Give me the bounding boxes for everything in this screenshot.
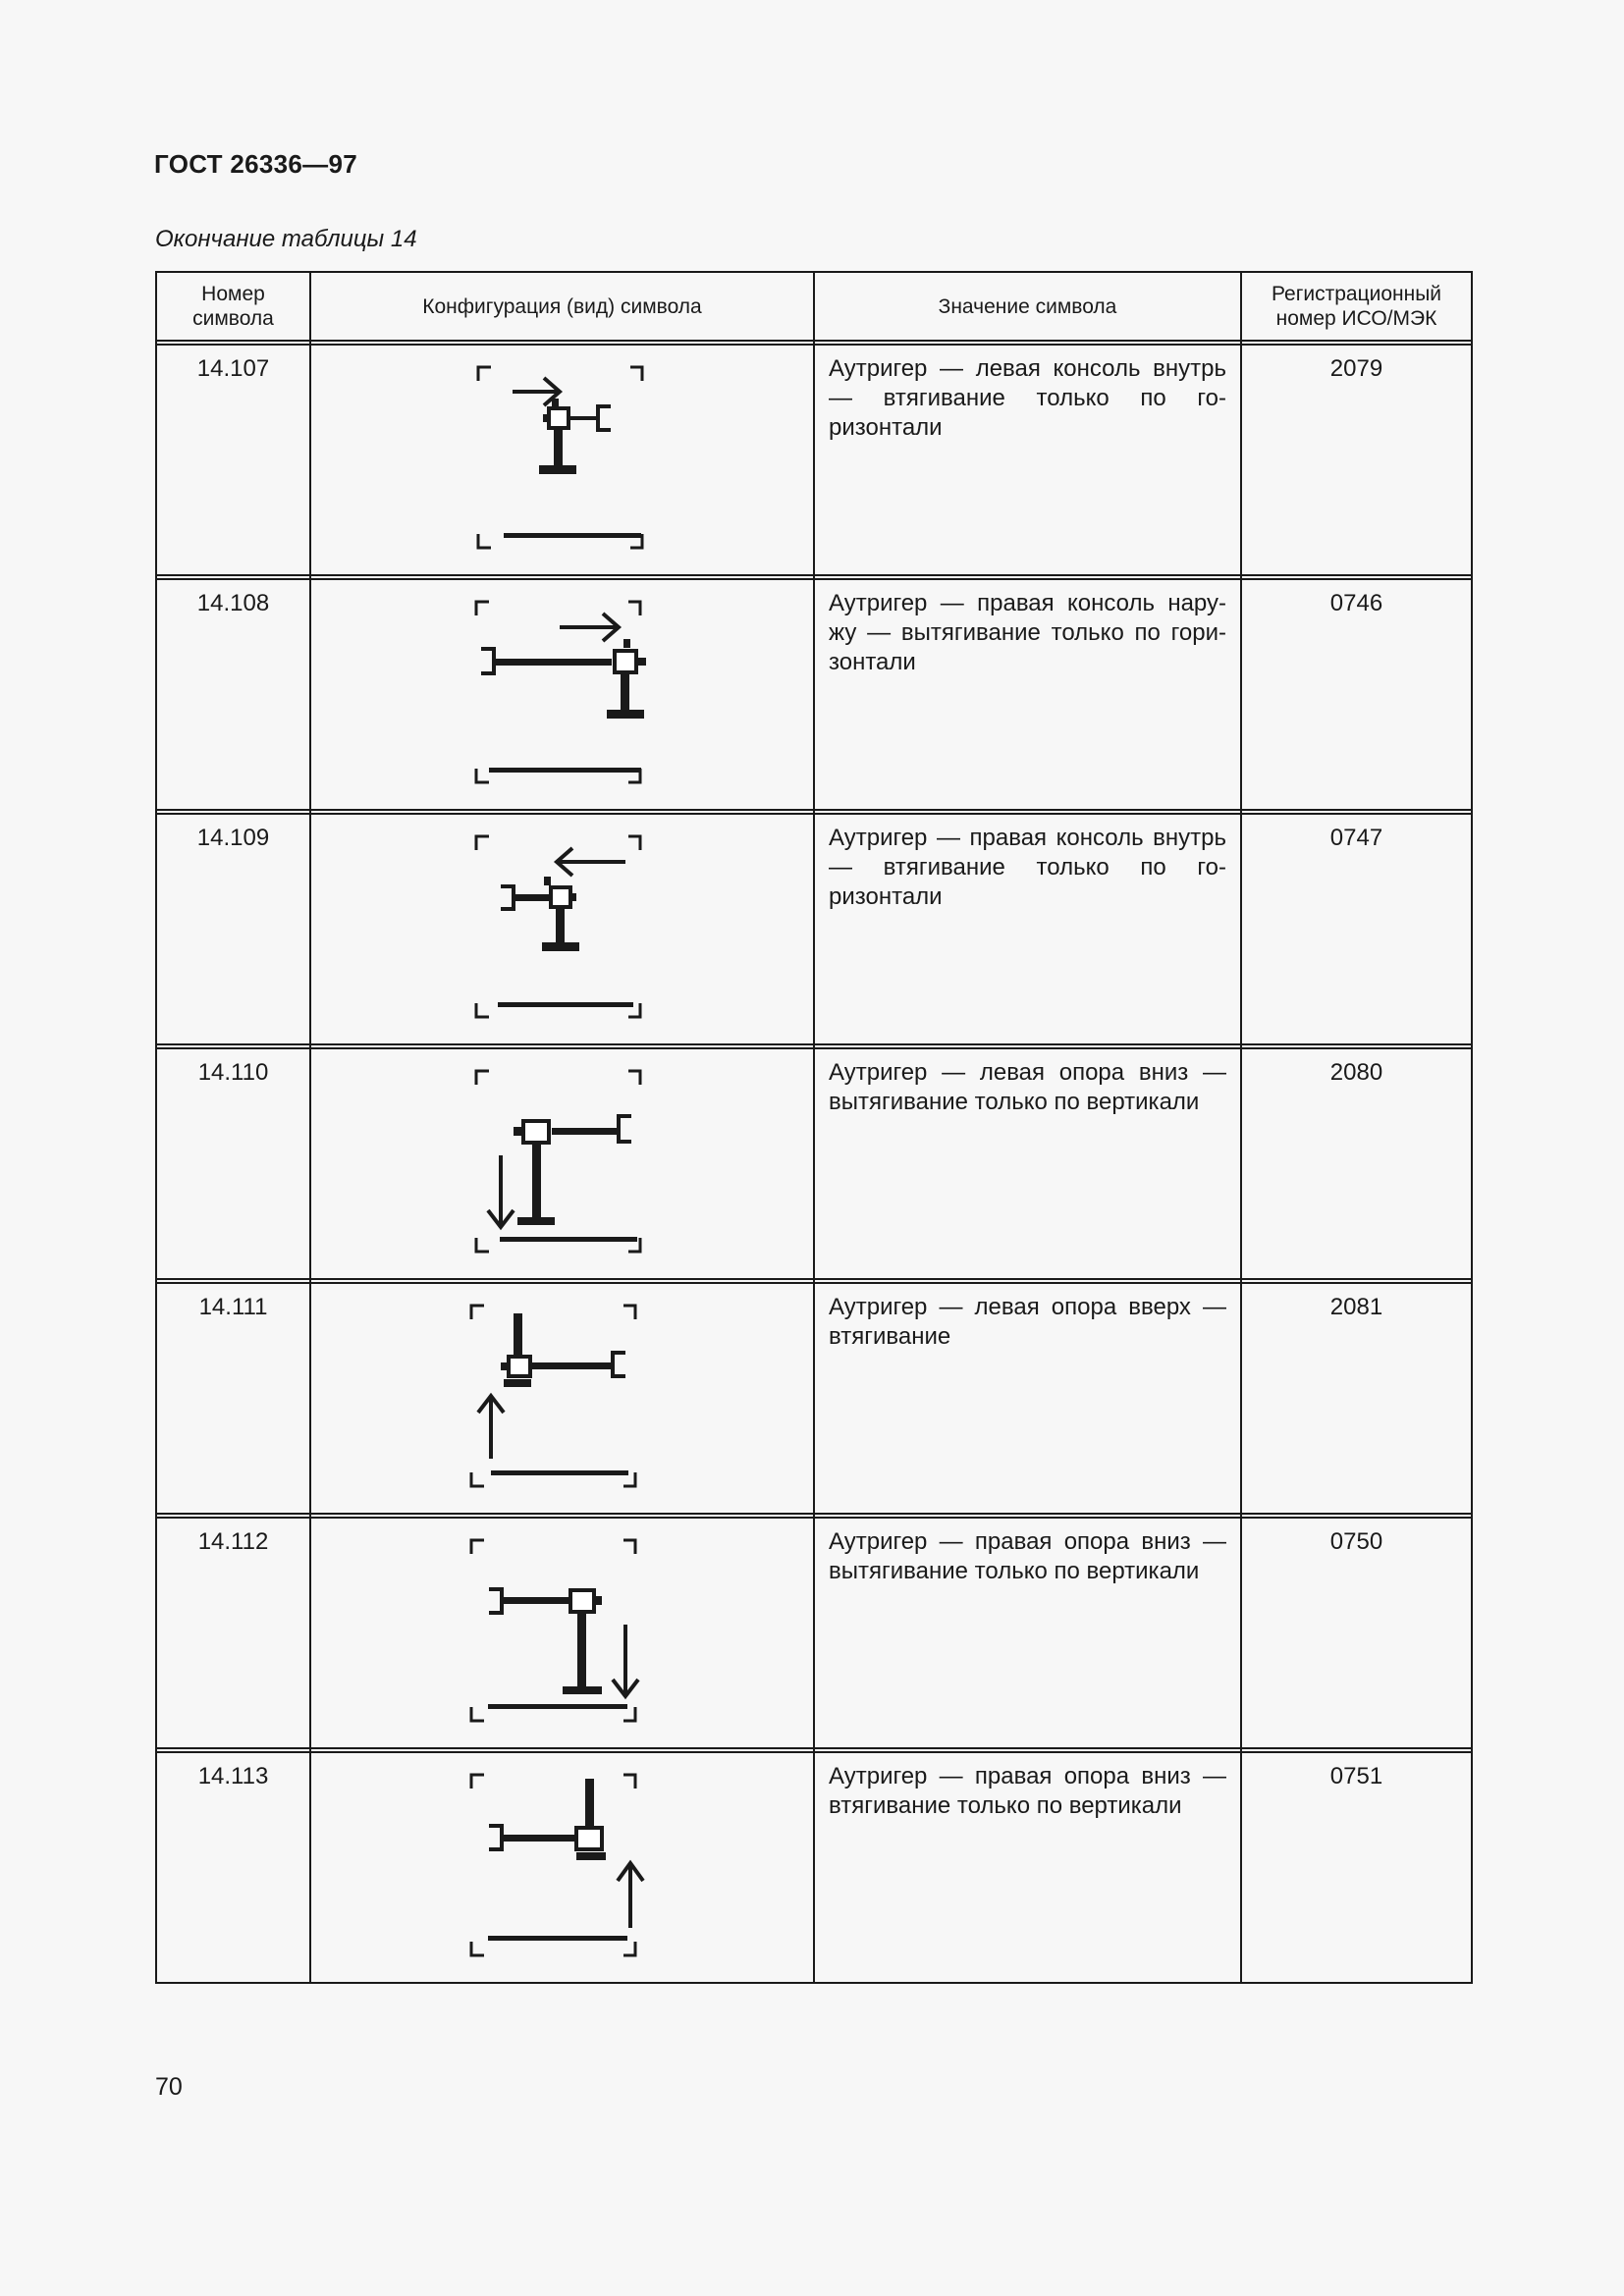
symbol-cell [310, 1283, 814, 1514]
symbol-cell [310, 1048, 814, 1279]
symbol-meaning: Аутригер — правая консоль нару-жу — вытягивание только по гори-зонтали [814, 579, 1241, 810]
table-header-row [156, 272, 1472, 341]
symbol-cell [310, 1518, 814, 1748]
table-row [156, 345, 1472, 575]
outrigger-left-beam-in-icon [311, 346, 813, 563]
outrigger-right-beam-in-icon [311, 815, 813, 1033]
outrigger-left-jack-down-icon [311, 1049, 813, 1267]
symbol-meaning: Аутригер — левая консоль внутрь — втягивание только по го-ризонтали [814, 345, 1241, 575]
registration-number: 0746 [1241, 579, 1472, 810]
registration-number: 2080 [1241, 1048, 1472, 1279]
symbol-number: 14.109 [156, 814, 310, 1044]
registration-number: 0750 [1241, 1518, 1472, 1748]
registration-number: 0747 [1241, 814, 1472, 1044]
symbol-meaning: Аутригер — правая консоль внутрь — втягивание только по го-ризонтали [814, 814, 1241, 1044]
header-meaning: Значение символа [814, 272, 1241, 341]
table-row [156, 1518, 1472, 1748]
table-row [156, 579, 1472, 810]
symbol-number: 14.112 [156, 1518, 310, 1748]
registration-number: 2081 [1241, 1283, 1472, 1514]
symbol-meaning: Аутригер — левая опора вниз — вытягивание только по вертикали [814, 1048, 1241, 1279]
table-row [156, 1048, 1472, 1279]
table-caption: Окончание таблицы 14 [155, 226, 417, 252]
symbol-table [155, 271, 1473, 1984]
table-row [156, 814, 1472, 1044]
symbol-meaning: Аутригер — левая опора вверх — втягивание [814, 1283, 1241, 1514]
symbol-number: 14.111 [156, 1283, 310, 1514]
symbol-cell [310, 1752, 814, 1983]
table-row [156, 1283, 1472, 1514]
registration-number: 0751 [1241, 1752, 1472, 1983]
header-number: Номер символа [156, 272, 310, 341]
table-row [156, 1752, 1472, 1983]
symbol-meaning: Аутригер — правая опора вниз — втягивание только по вертикали [814, 1752, 1241, 1983]
symbol-number: 14.108 [156, 579, 310, 810]
symbol-number: 14.110 [156, 1048, 310, 1279]
page-number: 70 [155, 2073, 183, 2101]
symbol-number: 14.113 [156, 1752, 310, 1983]
document-header: ГОСТ 26336—97 [154, 149, 357, 179]
outrigger-right-beam-out-icon [311, 580, 813, 798]
symbol-cell [310, 814, 814, 1044]
symbol-number: 14.107 [156, 345, 310, 575]
symbol-meaning: Аутригер — правая опора вниз — вытягивание только по вертикали [814, 1518, 1241, 1748]
outrigger-right-jack-down-icon [311, 1519, 813, 1736]
outrigger-left-jack-up-icon [311, 1284, 813, 1502]
outrigger-right-jack-up-icon [311, 1753, 813, 1971]
registration-number: 2079 [1241, 345, 1472, 575]
symbol-cell [310, 579, 814, 810]
header-registration: Регистрационный номер ИСО/МЭК [1241, 272, 1472, 341]
header-configuration: Конфигурация (вид) символа [310, 272, 814, 341]
symbol-cell [310, 345, 814, 575]
